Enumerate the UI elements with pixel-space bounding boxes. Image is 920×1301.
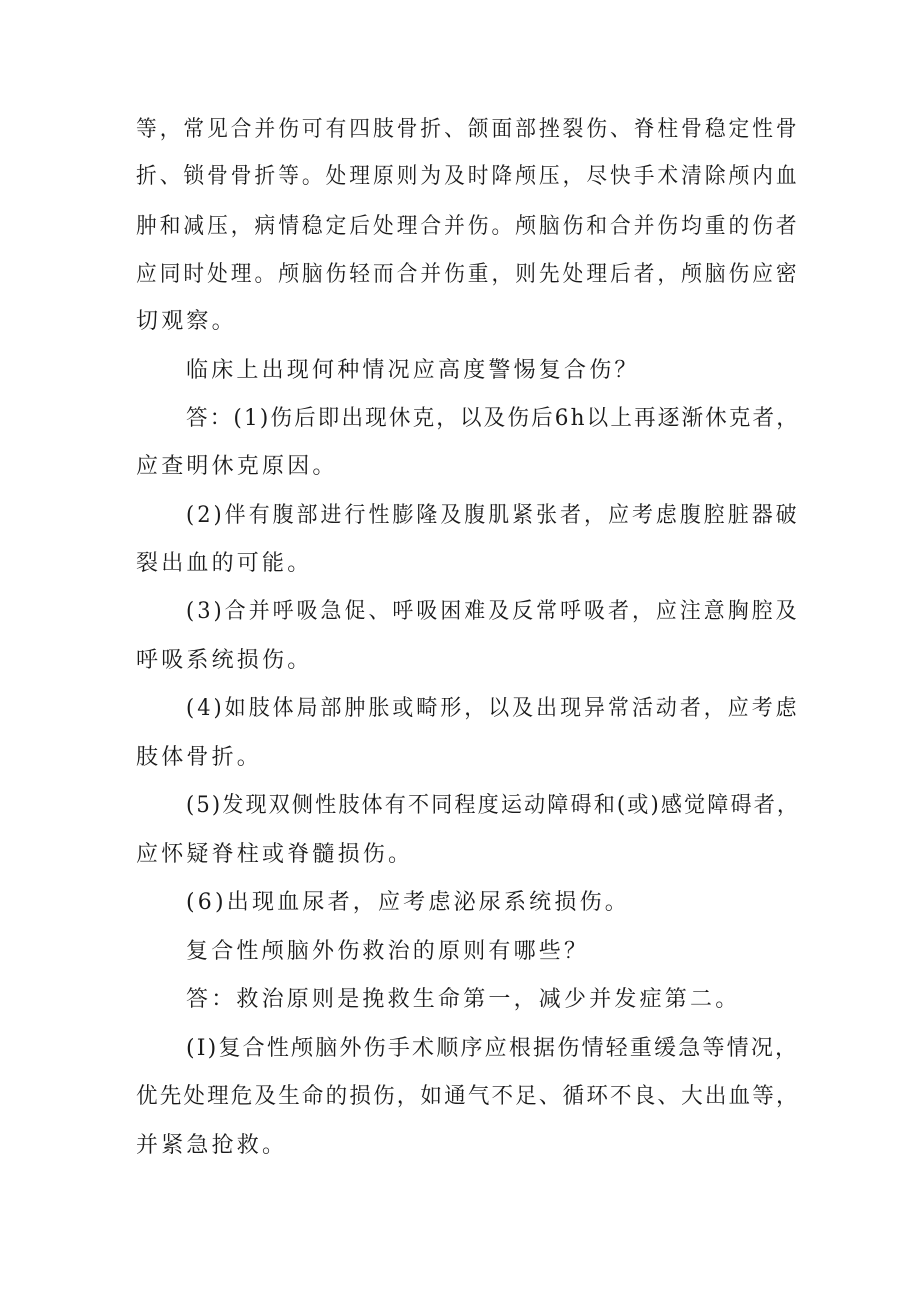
answer-line: 答：(1)伤后即出现休克，以及伤后6h以上再逐渐休克者，	[186, 406, 800, 431]
answer-line: (3)合并呼吸急促、呼吸困难及反常呼吸者，应注意胸腔及	[186, 599, 800, 624]
text-line: 肢体骨折。	[136, 745, 263, 770]
text-line: 并紧急抢救。	[136, 1133, 288, 1158]
question-heading: 临床上出现何种情况应高度警惕复合伤？	[186, 358, 640, 383]
text-line: 等，常见合并伤可有四肢骨折、颌面部挫裂伤、脊柱骨稳定性骨	[136, 117, 800, 142]
text-line: 应同时处理。颅脑伤轻而合并伤重，则先处理后者，颅脑伤应密	[136, 262, 800, 287]
text-line: 应查明休克原因。	[136, 454, 338, 479]
answer-line: (I)复合性颅脑外伤手术顺序应根据伤情轻重缓急等情况，	[186, 1036, 800, 1061]
answer-line: 答：救治原则是挽救生命第一，减少并发症第二。	[186, 987, 741, 1012]
question-heading: 复合性颅脑外伤救治的原则有哪些？	[186, 939, 590, 964]
answer-line: (4)如肢体局部肿胀或畸形，以及出现异常活动者，应考虑	[186, 696, 800, 721]
answer-line: (5)发现双侧性肢体有不同程度运动障碍和(或)感觉障碍者，	[186, 793, 801, 818]
text-line: 折、锁骨骨折等。处理原则为及时降颅压，尽快手术清除颅内血	[136, 164, 800, 189]
text-line: 应怀疑脊柱或脊髓损伤。	[136, 842, 414, 867]
text-line: 切观察。	[136, 309, 237, 334]
text-line: 优先处理危及生命的损伤，如通气不足、循环不良、大出血等，	[136, 1084, 800, 1109]
text-line: 肿和减压，病情稳定后处理合并伤。颅脑伤和合并伤均重的伤者	[136, 214, 800, 239]
text-line: 呼吸系统损伤。	[136, 648, 313, 673]
text-line: 裂出血的可能。	[136, 551, 313, 576]
answer-line: (6)出现血尿者，应考虑泌尿系统损伤。	[186, 890, 630, 915]
answer-line: (2)伴有腹部进行性膨隆及腹肌紧张者，应考虑腹腔脏器破	[186, 503, 800, 528]
